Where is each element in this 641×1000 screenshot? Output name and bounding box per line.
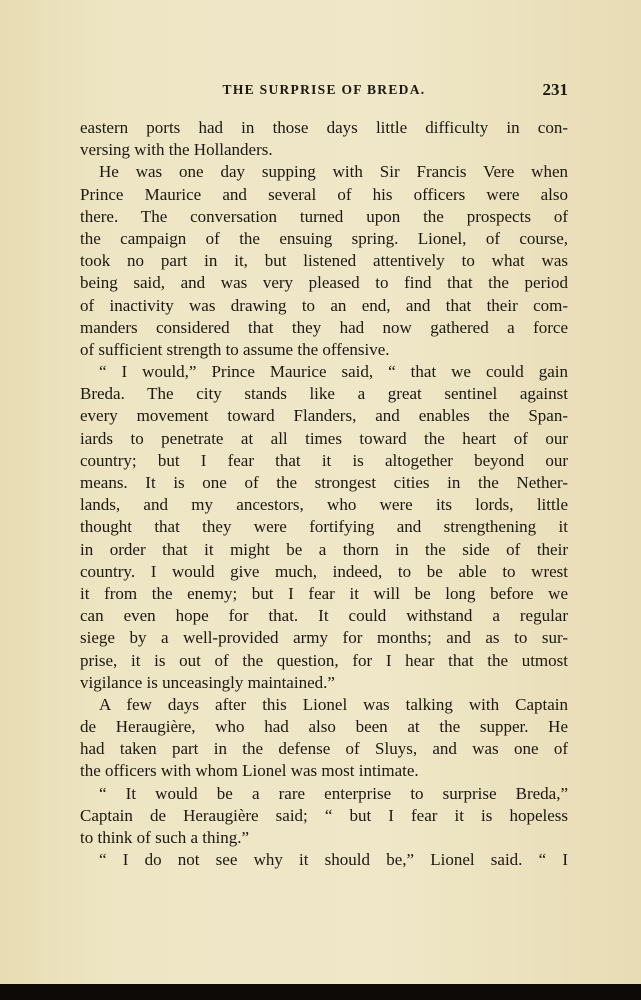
text-line: eastern ports had in those days little difficulty in con- — [80, 118, 568, 137]
text-line: “ It would be a rare enterprise to surprise Breda,” — [99, 783, 568, 803]
text-line: He was one day supping with Sir Francis Vere when — [99, 162, 568, 182]
text-line: the officers with whom Lionel was most intimate. — [80, 761, 419, 781]
text-line: in order that it might be a thorn in the side of their — [80, 539, 568, 559]
running-head: THE SURPRISE OF BREDA. — [222, 82, 426, 97]
text-line: Captain de Heraugière said; “ but I fear it is hopeless — [80, 805, 568, 825]
text-line: Breda. The city stands like a great sentinel against — [80, 384, 568, 404]
text-line: it from the enemy; but I fear it will be long before we — [80, 583, 568, 603]
text-line: the campaign of the ensuing spring. Lionel, of course, — [80, 228, 568, 248]
text-line: Prince Maurice and several of his officers were also — [80, 184, 568, 204]
text-line: iards to penetrate at all times toward the heart of our — [80, 428, 568, 448]
body-text — [80, 117, 568, 871]
text-line: manders considered that they had now gathered a force — [80, 317, 568, 337]
text-line: took no part in it, but listened attentively to what was — [80, 251, 568, 271]
text-line: there. The conversation turned upon the prospects of — [80, 206, 568, 226]
text-line: siege by a well-provided army for months; and as to sur- — [80, 628, 568, 648]
text-line: vigilance is unceasingly maintained.” — [80, 672, 335, 692]
text-line: thought that they were fortifying and strengthening it — [80, 517, 568, 537]
text-line: can even hope for that. It could withstand a regular — [80, 606, 568, 626]
page-header — [80, 82, 568, 102]
text-line: de Heraugière, who had also been at the supper. He — [80, 717, 568, 737]
text-line: being said, and was very pleased to find that the period — [80, 273, 568, 293]
text-line: of inactivity was drawing to an end, and that their com- — [80, 295, 568, 315]
text-line: A few days after this Lionel was talking with Captain — [99, 694, 568, 714]
text-line: lands, and my ancestors, who were its lords, little — [80, 495, 568, 515]
text-line: country. I would give much, indeed, to be able to wrest — [80, 561, 568, 581]
text-line: “ I do not see why it should be,” Lionel said. “ I — [99, 850, 568, 870]
text-line: had taken part in the defense of Sluys, and was one of — [80, 739, 568, 759]
page-number: 231 — [542, 80, 568, 99]
text-line: every movement toward Flanders, and enables the Span- — [80, 406, 568, 426]
text-line: to think of such a thing.” — [80, 828, 250, 847]
scan-bottom-edge — [0, 984, 641, 1000]
text-line: of sufficient strength to assume the offensive. — [80, 339, 390, 359]
text-line: country; but I fear that it is altogether beyond our — [80, 450, 568, 470]
text-line: versing with the Hollanders. — [80, 140, 273, 160]
text-line: prise, it is out of the question, for I hear that the utmost — [80, 650, 568, 670]
text-line: means. It is one of the strongest cities in the Nether- — [80, 473, 568, 492]
text-line: “ I would,” Prince Maurice said, “ that we could gain — [99, 362, 568, 382]
